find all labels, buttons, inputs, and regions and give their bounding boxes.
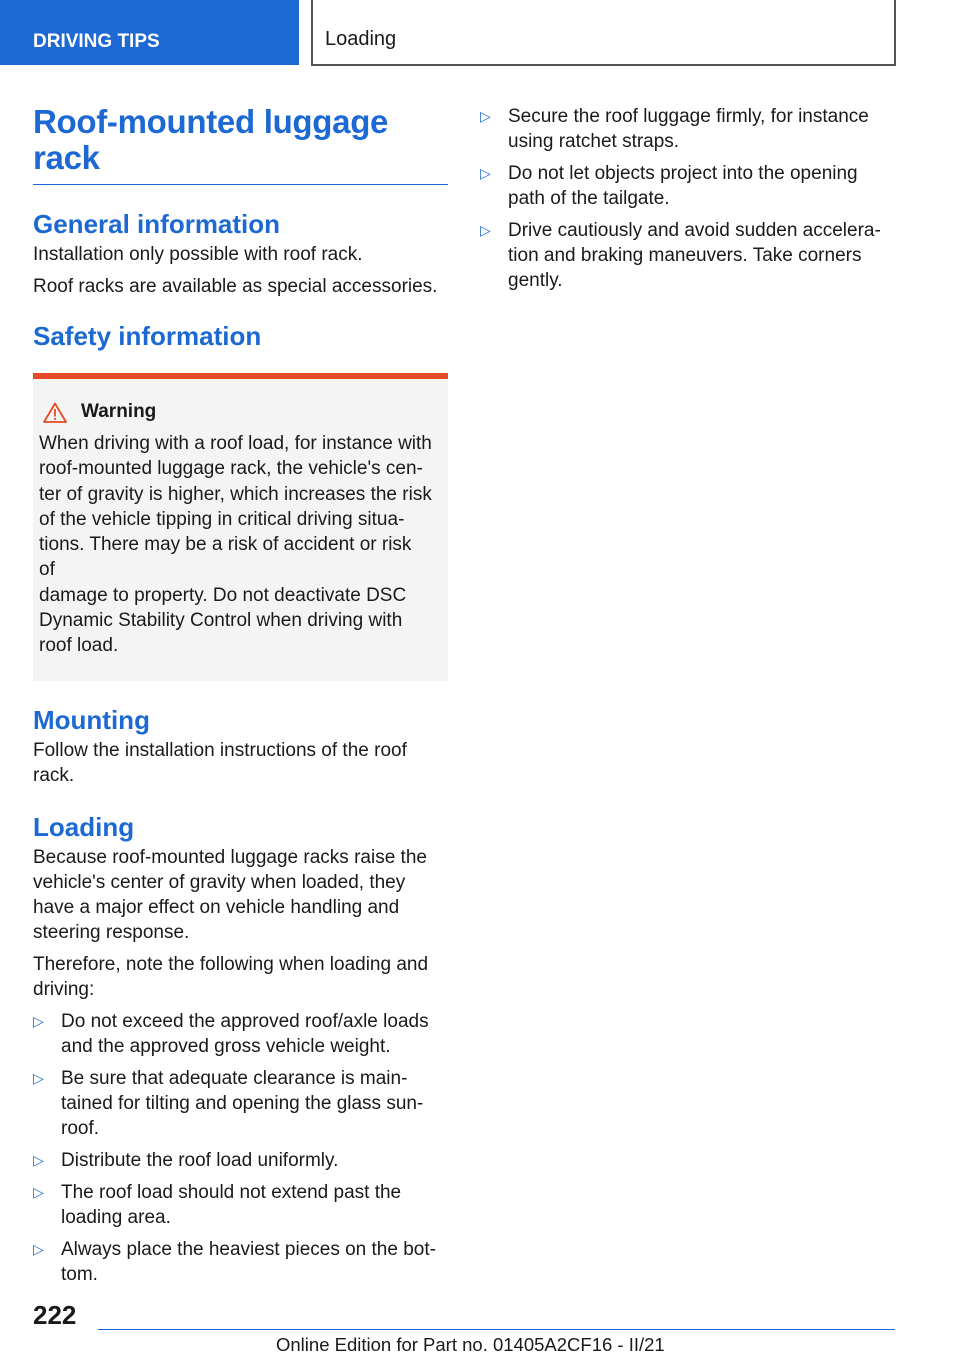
loading-line: driving: — [33, 978, 95, 1000]
safety-heading: Safety information — [33, 321, 262, 351]
list-item — [480, 104, 895, 154]
list-item-line: Be sure that adequate clearance is main- — [61, 1067, 408, 1089]
mounting-line: rack. — [33, 764, 75, 786]
list-item-line: loading area. — [61, 1206, 171, 1228]
general-heading: General information — [33, 209, 281, 239]
footer-rule — [98, 1329, 895, 1330]
triangle-bullet-icon: ▷ — [33, 1151, 44, 1168]
warning-line: ter of gravity is higher, which increases the risk — [39, 483, 432, 505]
list-item-line: using ratchet straps. — [508, 131, 680, 152]
mounting-paragraph — [33, 738, 448, 788]
loading-paragraph-2 — [33, 952, 448, 1002]
warning-line: When driving with a roof load, for instance with — [39, 433, 432, 454]
list-item-line: Always place the heaviest pieces on the bot- — [61, 1238, 436, 1260]
triangle-bullet-icon: ▷ — [33, 1240, 44, 1257]
loading-list-continued — [480, 104, 895, 293]
warning-triangle-icon — [43, 402, 67, 423]
list-item — [33, 1180, 448, 1230]
list-item-line: gently. — [508, 270, 563, 291]
list-item-line: Distribute the roof load uniformly. — [61, 1149, 339, 1171]
section-label: Loading — [325, 28, 397, 50]
triangle-bullet-icon: ▷ — [480, 108, 491, 124]
warning-line: of the vehicle tipping in critical driving situa- — [39, 508, 405, 530]
list-item — [33, 1237, 448, 1287]
list-item-line: Do not let objects project into the opening — [508, 163, 858, 184]
section-header-box — [311, 0, 896, 66]
list-item — [480, 161, 895, 211]
list-item — [33, 1009, 448, 1059]
general-paragraph-2: Roof racks are available as special accessories. — [33, 276, 438, 297]
list-item-line: and the approved gross vehicle weight. — [61, 1035, 391, 1057]
loading-line: steering response. — [33, 921, 190, 943]
warning-line: tions. There may be a risk of accident or risk of — [39, 534, 412, 581]
warning-box — [33, 373, 448, 681]
page-title — [33, 104, 448, 176]
general-paragraph-1: Installation only possible with roof rack. — [33, 244, 363, 265]
list-item-line: Drive cautiously and avoid sudden accelera- — [508, 220, 881, 241]
loading-line: vehicle's center of gravity when loaded, they — [33, 871, 406, 893]
triangle-bullet-icon: ▷ — [480, 222, 491, 238]
list-item-line: tion and braking maneuvers. Take corners — [508, 245, 862, 266]
title-rule — [33, 184, 448, 185]
page-number: 222 — [33, 1300, 77, 1330]
triangle-bullet-icon: ▷ — [480, 165, 491, 181]
list-item-line: roof. — [61, 1117, 100, 1139]
list-item-line: tained for tilting and opening the glass sun- — [61, 1092, 424, 1114]
loading-line: Because roof-mounted luggage racks raise the — [33, 846, 427, 868]
list-item-line: Do not exceed the approved roof/axle loads — [61, 1010, 429, 1032]
triangle-bullet-icon: ▷ — [33, 1183, 44, 1200]
loading-line: Therefore, note the following when loading and — [33, 953, 429, 975]
warning-header — [43, 401, 432, 423]
chapter-label: DRIVING TIPS — [33, 31, 160, 52]
warning-line: damage to property. Do not deactivate DSC — [39, 584, 407, 606]
page-title-text: Roof-mounted luggage rack — [33, 103, 389, 176]
list-item-line: path of the tailgate. — [508, 188, 670, 209]
edition-text: Online Edition for Part no. 01405A2CF16 - II/21 — [276, 1334, 665, 1355]
right-column — [480, 104, 895, 293]
left-column — [33, 104, 448, 1287]
loading-heading: Loading — [33, 811, 135, 842]
warning-title: Warning — [81, 401, 157, 422]
triangle-bullet-icon: ▷ — [33, 1012, 44, 1029]
list-item-line: tom. — [61, 1263, 98, 1285]
mounting-heading: Mounting — [33, 704, 150, 735]
loading-paragraph-1 — [33, 845, 448, 945]
list-item — [33, 1066, 448, 1141]
warning-line: Dynamic Stability Control when driving with — [39, 610, 403, 632]
list-item — [33, 1148, 448, 1173]
loading-line: have a major effect on vehicle handling and — [33, 896, 400, 918]
chapter-tab[interactable] — [0, 0, 299, 65]
warning-text — [39, 431, 432, 659]
list-item — [480, 218, 895, 293]
list-item-line: Secure the roof luggage firmly, for instance — [508, 106, 869, 127]
list-item-line: The roof load should not extend past the — [61, 1181, 402, 1203]
warning-line: roof-mounted luggage rack, the vehicle's cen- — [39, 458, 423, 480]
warning-line: roof load. — [39, 635, 119, 657]
mounting-line: Follow the installation instructions of the roof — [33, 739, 407, 761]
loading-list — [33, 1009, 448, 1287]
triangle-bullet-icon: ▷ — [33, 1069, 44, 1086]
